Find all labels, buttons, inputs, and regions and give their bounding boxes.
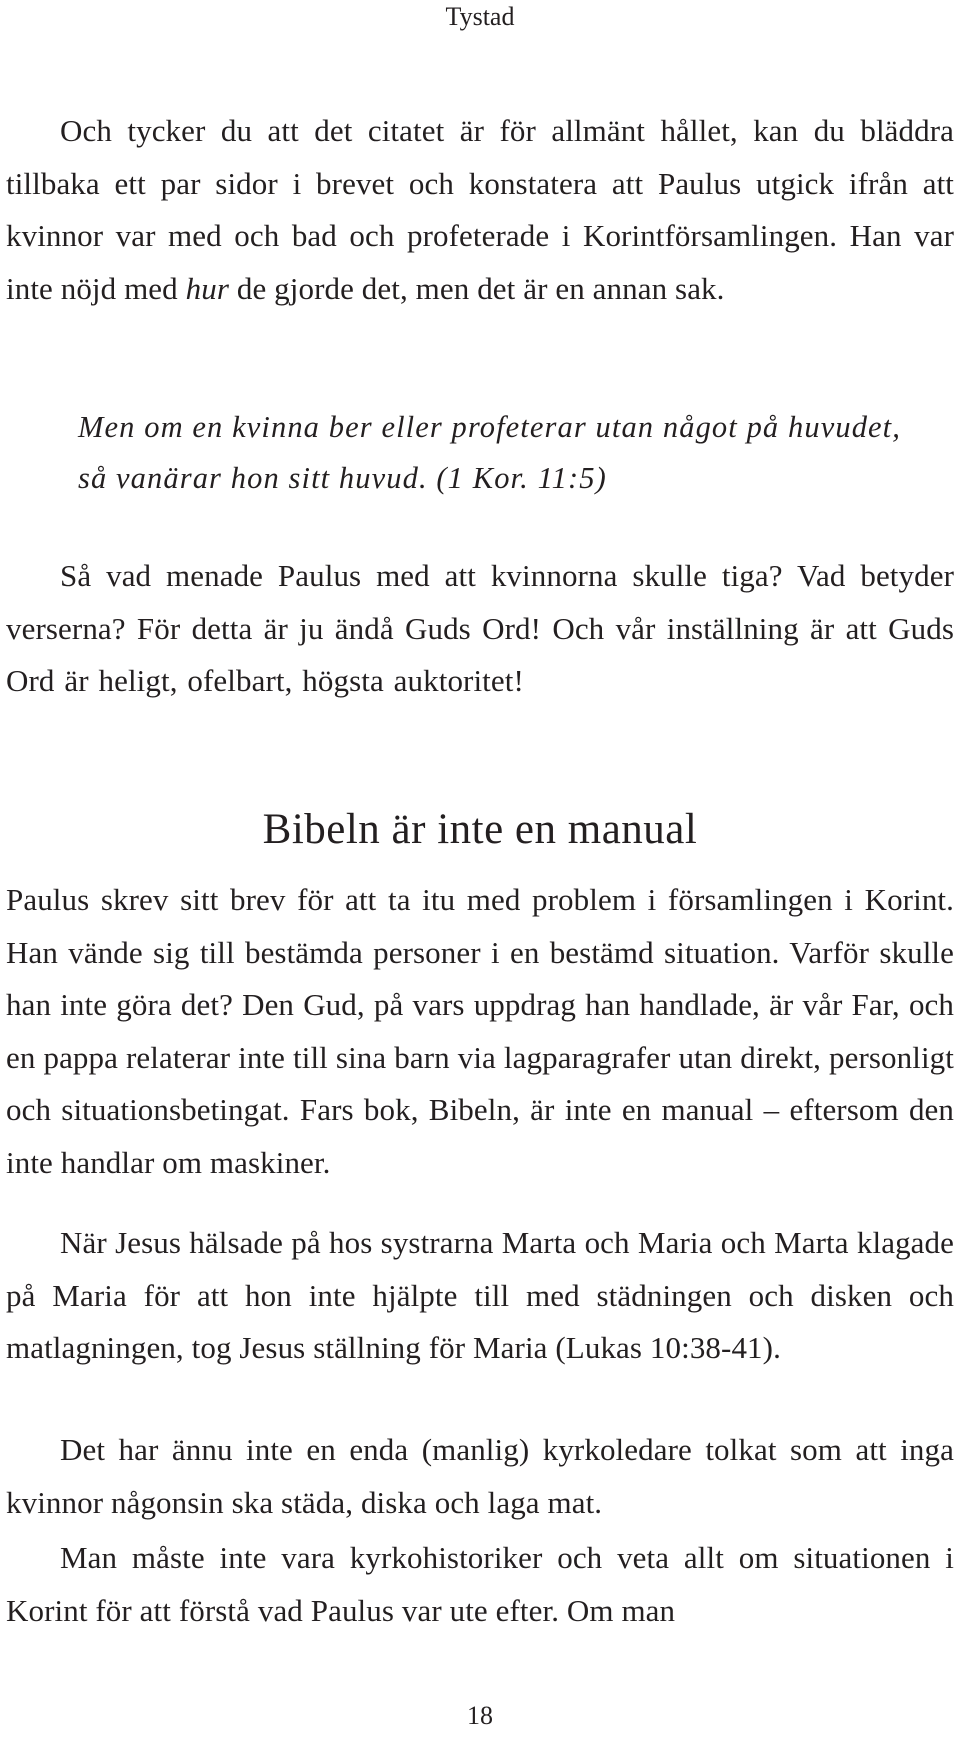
paragraph-marta-maria: När Jesus hälsade på hos systrarna Marta och Maria och Marta klagade på Maria för att hon inte hjälpte till med städningen och disken och matlagningen, tog Jesus ställning för Maria (Lukas 10:38-41). bbox=[6, 1225, 954, 1365]
quote-text: Men om en kvinna ber eller profeterar utan något på huvudet, så vanärar hon sitt huvud. bbox=[78, 410, 901, 495]
paragraph-text-end: de gjorde det, men det är en annan sak. bbox=[229, 270, 725, 306]
running-header: Tystad bbox=[445, 2, 515, 31]
paragraph-citation-context bbox=[6, 105, 954, 315]
page-number: 18 bbox=[467, 1701, 493, 1730]
paragraph-text-start: Och tycker du att det citatet är för allmänt hållet, kan du bläddra tillbaka ett par sidor i brevet och konstatera att Paulus utgick ifrån att kvinnor var med och bad och profeterade i Korintförsamlingen. Han var inte nöjd med bbox=[6, 113, 954, 306]
emphasis-word: hur bbox=[185, 270, 229, 306]
paragraph-church-history: Man måste inte vara kyrkohistoriker och veta allt om situationen i Korint för att förstå vad Paulus var ute efter. Om man bbox=[6, 1540, 954, 1628]
quote-reference: (1 Kor. 11:5) bbox=[427, 461, 607, 495]
section-heading: Bibeln är inte en manual bbox=[262, 806, 698, 853]
paragraph-church-leaders: Det har ännu inte en enda (manlig) kyrkoledare tolkat som att inga kvinnor någonsin ska städa, diska och laga mat. bbox=[6, 1432, 954, 1520]
paragraph-paulus-letter: Paulus skrev sitt brev för att ta itu med problem i församlingen i Korint. Han vände sig till bestämda personer i en bestämd situation. Varför skulle han inte göra det? Den Gud, på vars uppdrag han handlade, är vår Far, och en pappa relaterar inte till sina barn via lagparagrafer utan direkt, personligt och situationsbetingat. Fars bok, Bibeln, är inte en manual – eftersom den inte handlar om maskiner. bbox=[6, 882, 954, 1180]
paragraph-question: Så vad menade Paulus med att kvinnorna skulle tiga? Vad betyder verserna? För detta är ju ändå Guds Ord! Och vår inställning är att Guds Ord är heligt, ofelbart, högsta auktoritet! bbox=[6, 558, 954, 698]
bible-quote bbox=[78, 402, 938, 504]
